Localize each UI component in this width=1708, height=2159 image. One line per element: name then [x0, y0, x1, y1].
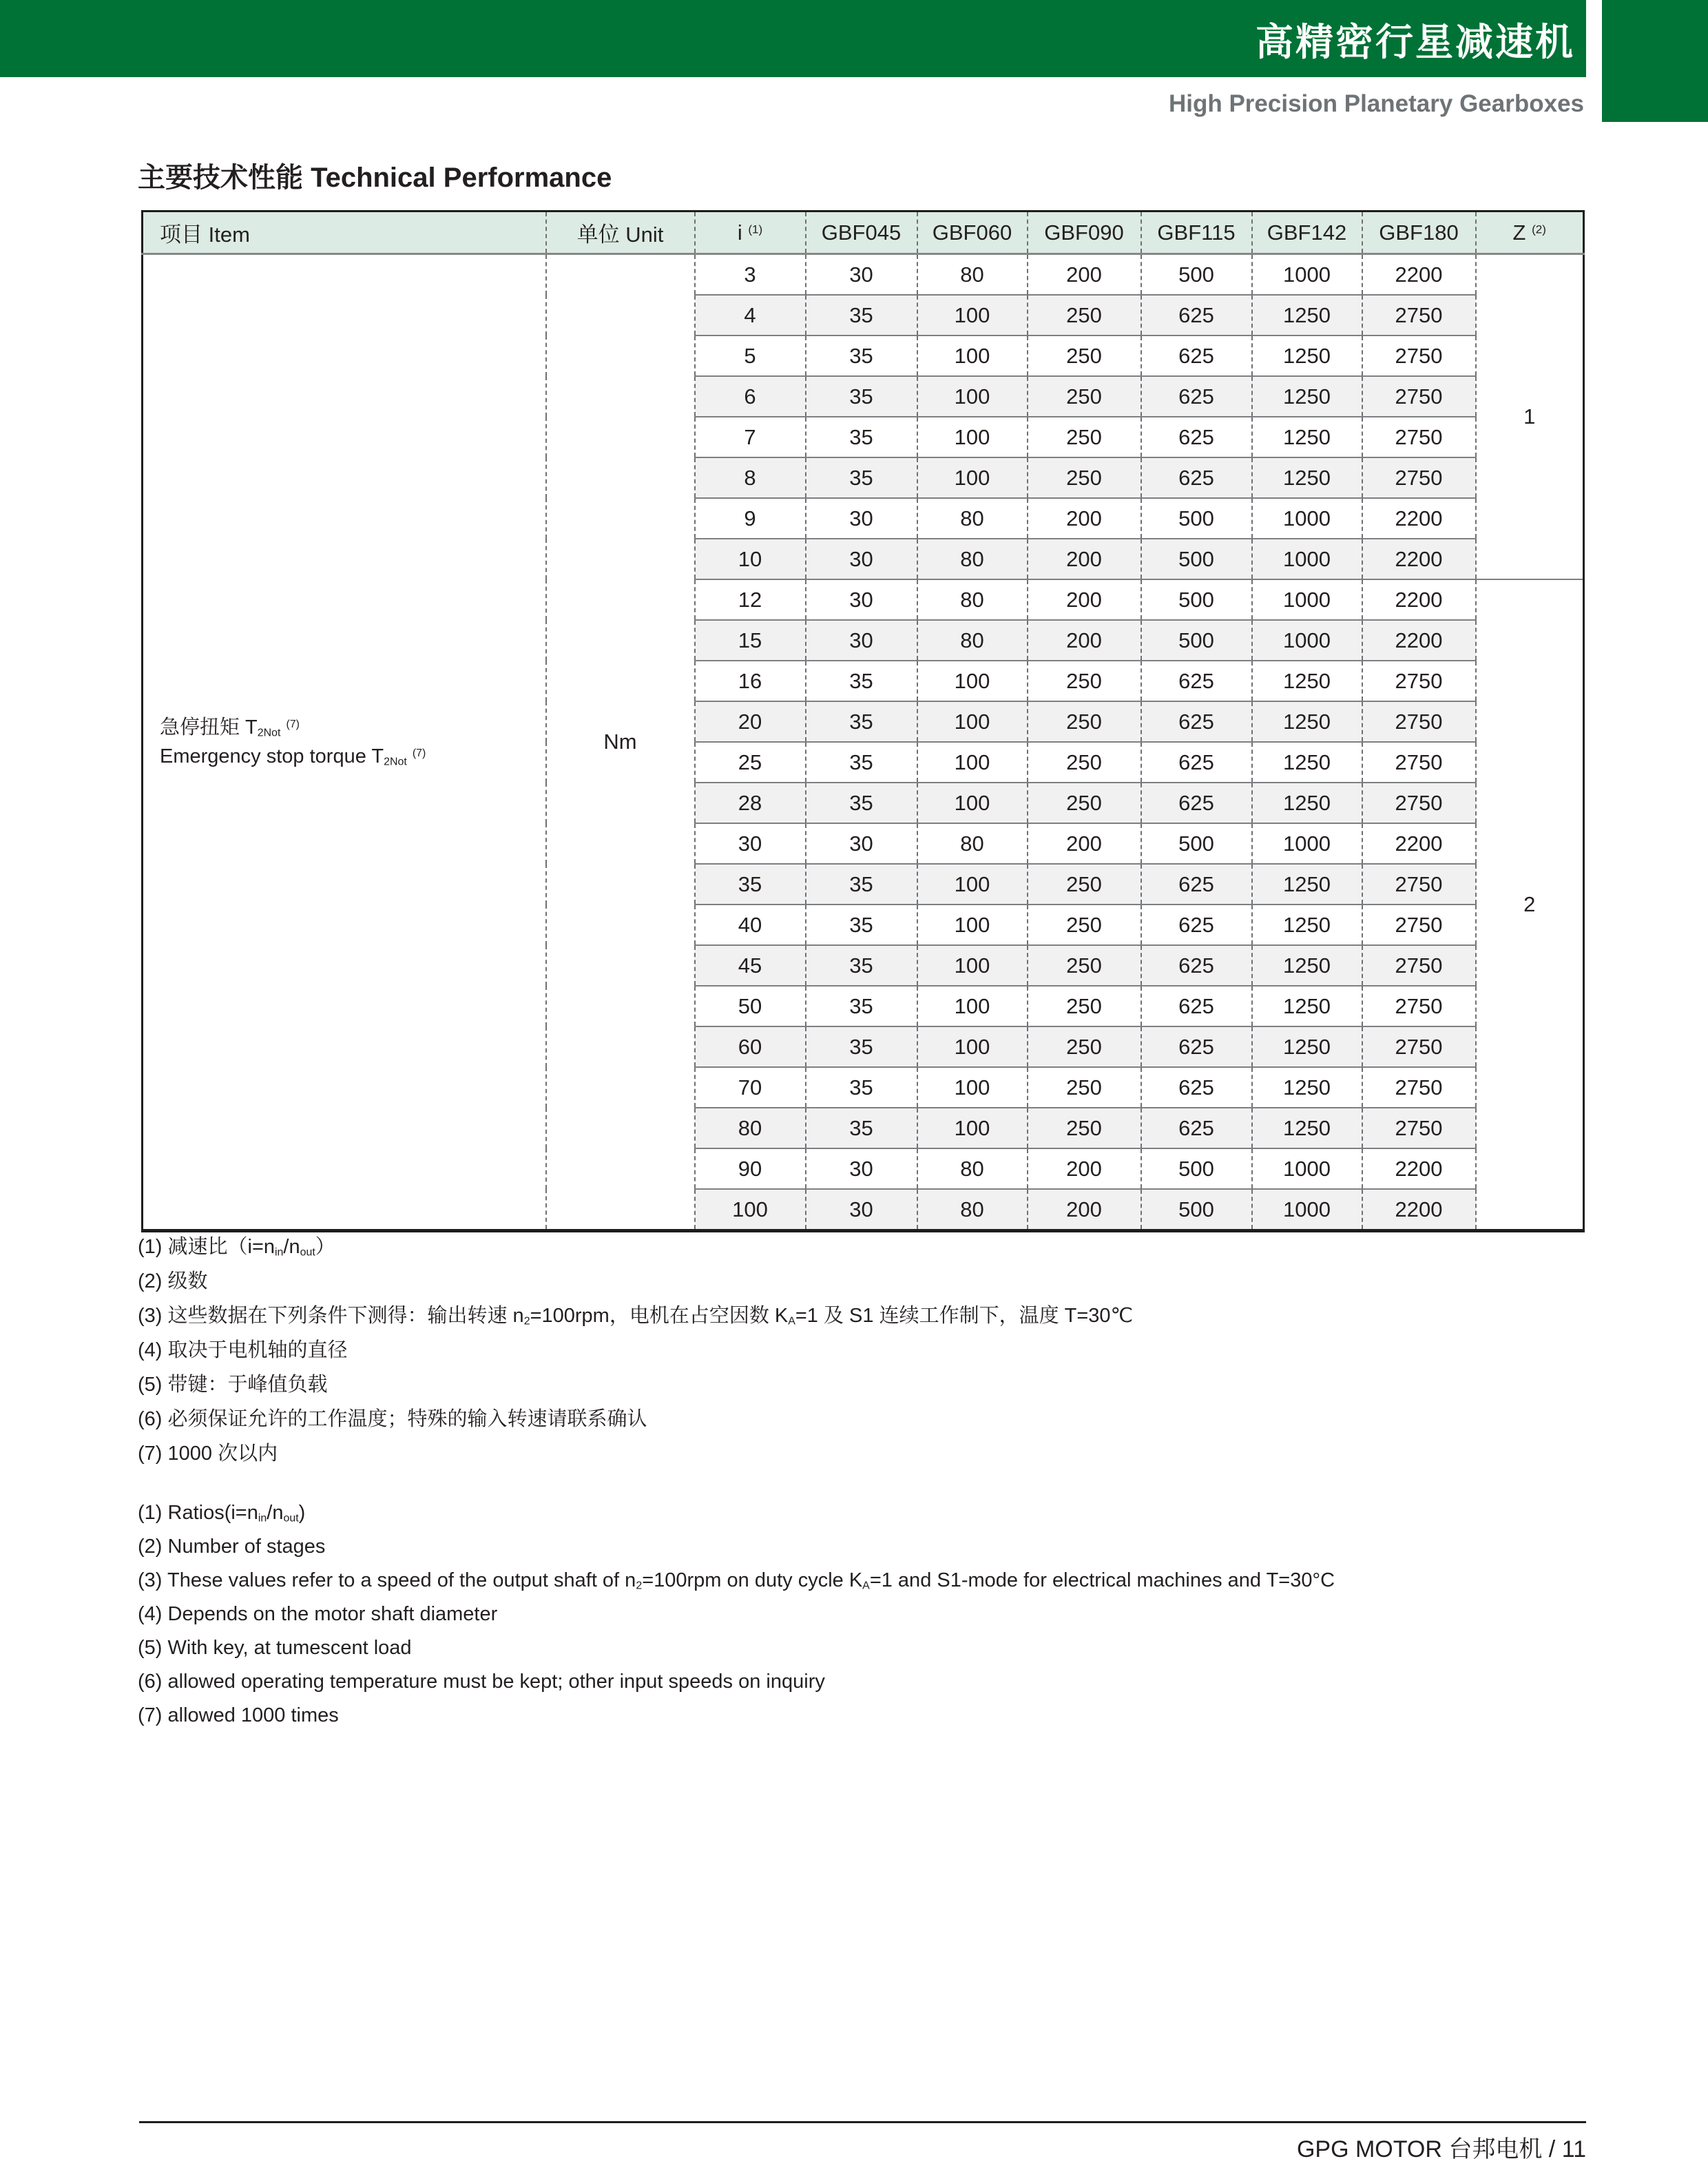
value-cell: 1250: [1252, 1067, 1362, 1108]
ratio-cell: 100: [695, 1189, 806, 1231]
value-cell: 625: [1141, 986, 1252, 1026]
footnote-line: (1) 减速比$(i=n_{in}/n_{out})$: [138, 1236, 335, 1259]
value-cell: 250: [1028, 864, 1141, 905]
value-cell: 2200: [1362, 823, 1476, 864]
unit-cell: Nm: [546, 254, 695, 1231]
value-cell: 1250: [1252, 457, 1362, 498]
value-cell: 1000: [1252, 254, 1362, 296]
table-header-row: [143, 211, 1584, 254]
footnote-line: (2) Number of stages: [138, 1536, 326, 1558]
value-cell: 100: [917, 335, 1028, 376]
value-cell: 35: [806, 945, 917, 986]
value-cell: 80: [917, 620, 1028, 661]
value-cell: 100: [917, 661, 1028, 701]
value-cell: 2200: [1362, 254, 1476, 296]
value-cell: 2200: [1362, 579, 1476, 620]
header-banner: [0, 0, 1586, 77]
value-cell: 1250: [1252, 661, 1362, 701]
value-cell: 80: [917, 539, 1028, 579]
section-title: 主要技术性能 Technical Performance: [138, 163, 612, 193]
ratio-cell: 70: [695, 1067, 806, 1108]
footnote-line: (3) 这些数据在下列条件下测得：输出转速 $n_2=100rpm$，电机在占空因数 $K_A=1$ 及 S1 连续工作制下，温度 T=30℃: [138, 1305, 1134, 1328]
value-cell: 100: [917, 986, 1028, 1026]
column-header: GBF045: [806, 211, 917, 254]
value-cell: 2750: [1362, 905, 1476, 945]
value-cell: 35: [806, 417, 917, 457]
column-header: GBF115: [1141, 211, 1252, 254]
value-cell: 250: [1028, 661, 1141, 701]
value-cell: 1250: [1252, 945, 1362, 986]
value-cell: 2750: [1362, 945, 1476, 986]
ratio-cell: 12: [695, 579, 806, 620]
ratio-cell: 25: [695, 742, 806, 783]
value-cell: 2750: [1362, 295, 1476, 335]
footnote-line: (4) Depends on the motor shaft diameter: [138, 1603, 498, 1625]
footnotes-chinese: [138, 1230, 1133, 1471]
value-cell: 100: [917, 945, 1028, 986]
value-cell: 30: [806, 620, 917, 661]
footnote-line: (2) 级数: [138, 1270, 208, 1292]
value-cell: 250: [1028, 295, 1141, 335]
ratio-cell: 28: [695, 783, 806, 823]
column-header: GBF142: [1252, 211, 1362, 254]
value-cell: 35: [806, 1026, 917, 1067]
value-cell: 80: [917, 498, 1028, 539]
value-cell: 1250: [1252, 905, 1362, 945]
value-cell: 625: [1141, 376, 1252, 417]
value-cell: 100: [917, 701, 1028, 742]
value-cell: 35: [806, 295, 917, 335]
value-cell: 80: [917, 1189, 1028, 1231]
footnote-line: (7) allowed 1000 times: [138, 1704, 339, 1726]
footnote-line: (7) 1000 次以内: [138, 1443, 278, 1465]
value-cell: 100: [917, 376, 1028, 417]
footer-page-label: GPG MOTOR 台邦电机 / 11: [1296, 2136, 1586, 2159]
value-cell: 30: [806, 498, 917, 539]
value-cell: 80: [917, 1148, 1028, 1189]
ratio-cell: 4: [695, 295, 806, 335]
column-header: 项目 Item: [143, 211, 546, 254]
value-cell: 35: [806, 457, 917, 498]
footnote-line: (5) 带键：于峰值负载: [138, 1374, 328, 1396]
value-cell: 200: [1028, 254, 1141, 296]
value-cell: 1250: [1252, 701, 1362, 742]
value-cell: 625: [1141, 701, 1252, 742]
value-cell: 200: [1028, 579, 1141, 620]
ratio-cell: 10: [695, 539, 806, 579]
value-cell: 80: [917, 579, 1028, 620]
value-cell: 2200: [1362, 498, 1476, 539]
ratio-cell: 90: [695, 1148, 806, 1189]
value-cell: 100: [917, 783, 1028, 823]
ratio-cell: 30: [695, 823, 806, 864]
ratio-cell: 50: [695, 986, 806, 1026]
value-cell: 35: [806, 1067, 917, 1108]
value-cell: 1250: [1252, 335, 1362, 376]
value-cell: 2200: [1362, 620, 1476, 661]
value-cell: 250: [1028, 986, 1141, 1026]
value-cell: 2750: [1362, 376, 1476, 417]
value-cell: 2750: [1362, 864, 1476, 905]
column-header: Z $^{(2)}$: [1476, 211, 1584, 254]
value-cell: 625: [1141, 295, 1252, 335]
value-cell: 250: [1028, 742, 1141, 783]
ratio-cell: 7: [695, 417, 806, 457]
column-header: GBF180: [1362, 211, 1476, 254]
value-cell: 250: [1028, 1067, 1141, 1108]
value-cell: 35: [806, 864, 917, 905]
page-title-cn: 高精密行星减速机: [1255, 20, 1575, 63]
value-cell: 1250: [1252, 295, 1362, 335]
value-cell: 100: [917, 417, 1028, 457]
value-cell: 500: [1141, 823, 1252, 864]
value-cell: 100: [917, 864, 1028, 905]
footnote-line: (3) These values refer to a speed of the output shaft of $n_2=100rpm$ on duty cycle $K_A=1$ and S1-mode for electrical machines and T=30°C: [138, 1569, 1335, 1592]
value-cell: 1000: [1252, 823, 1362, 864]
value-cell: 200: [1028, 1189, 1141, 1231]
value-cell: 100: [917, 905, 1028, 945]
ratio-cell: 8: [695, 457, 806, 498]
value-cell: 2750: [1362, 457, 1476, 498]
value-cell: 30: [806, 1189, 917, 1231]
value-cell: 1250: [1252, 986, 1362, 1026]
value-cell: 1000: [1252, 539, 1362, 579]
value-cell: 1250: [1252, 1108, 1362, 1148]
value-cell: 500: [1141, 579, 1252, 620]
ratio-cell: 15: [695, 620, 806, 661]
value-cell: 625: [1141, 1067, 1252, 1108]
value-cell: 625: [1141, 661, 1252, 701]
value-cell: 2750: [1362, 1067, 1476, 1108]
item-cell: 急停扭矩 $T_{2Not}$ $^{(7)}$ Emergency stop torque $T_{2Not}$ $^{(7)}$: [143, 254, 546, 1231]
page-subtitle: High Precision Planetary Gearboxes: [1168, 90, 1584, 117]
value-cell: 625: [1141, 1026, 1252, 1067]
value-cell: 1000: [1252, 620, 1362, 661]
value-cell: 625: [1141, 945, 1252, 986]
value-cell: 2750: [1362, 1026, 1476, 1067]
value-cell: 30: [806, 1148, 917, 1189]
value-cell: 2750: [1362, 417, 1476, 457]
value-cell: 1000: [1252, 1148, 1362, 1189]
value-cell: 1250: [1252, 742, 1362, 783]
value-cell: 35: [806, 701, 917, 742]
table-header: [143, 211, 1584, 254]
value-cell: 35: [806, 661, 917, 701]
ratio-cell: 20: [695, 701, 806, 742]
value-cell: 200: [1028, 539, 1141, 579]
value-cell: 2750: [1362, 783, 1476, 823]
value-cell: 100: [917, 1108, 1028, 1148]
value-cell: 2750: [1362, 661, 1476, 701]
value-cell: 1000: [1252, 579, 1362, 620]
column-header: i $^{(1)}$: [695, 211, 806, 254]
ratio-cell: 45: [695, 945, 806, 986]
value-cell: 200: [1028, 823, 1141, 864]
value-cell: 500: [1141, 254, 1252, 296]
value-cell: 250: [1028, 1026, 1141, 1067]
value-cell: 2750: [1362, 742, 1476, 783]
value-cell: 250: [1028, 1108, 1141, 1148]
value-cell: 625: [1141, 457, 1252, 498]
value-cell: 200: [1028, 1148, 1141, 1189]
value-cell: 1250: [1252, 417, 1362, 457]
footnote-line: (6) 必须保证允许的工作温度；特殊的输入转速请联系确认: [138, 1408, 647, 1430]
ratio-cell: 5: [695, 335, 806, 376]
value-cell: 625: [1141, 783, 1252, 823]
table-row: [143, 254, 1584, 296]
value-cell: 35: [806, 376, 917, 417]
value-cell: 100: [917, 1067, 1028, 1108]
value-cell: 625: [1141, 742, 1252, 783]
value-cell: 250: [1028, 417, 1141, 457]
footer-rule: [139, 2121, 1586, 2123]
value-cell: 250: [1028, 376, 1141, 417]
value-cell: 2750: [1362, 701, 1476, 742]
value-cell: 500: [1141, 498, 1252, 539]
footnote-line: (1) $Ratios(i=n_{in}/n_{out})$: [138, 1502, 306, 1525]
header-corner-block: [1602, 0, 1708, 122]
technical-performance-table: [141, 210, 1585, 1232]
column-header: GBF060: [917, 211, 1028, 254]
value-cell: 200: [1028, 498, 1141, 539]
value-cell: 35: [806, 742, 917, 783]
value-cell: 35: [806, 783, 917, 823]
footnote-line: (5) With key, at tumescent load: [138, 1637, 412, 1659]
value-cell: 250: [1028, 905, 1141, 945]
value-cell: 35: [806, 335, 917, 376]
value-cell: 500: [1141, 539, 1252, 579]
value-cell: 100: [917, 742, 1028, 783]
value-cell: 30: [806, 254, 917, 296]
value-cell: 625: [1141, 864, 1252, 905]
value-cell: 250: [1028, 701, 1141, 742]
value-cell: 80: [917, 254, 1028, 296]
value-cell: 30: [806, 539, 917, 579]
value-cell: 1250: [1252, 376, 1362, 417]
value-cell: 35: [806, 905, 917, 945]
value-cell: 2200: [1362, 1148, 1476, 1189]
value-cell: 625: [1141, 417, 1252, 457]
value-cell: 1250: [1252, 864, 1362, 905]
value-cell: 2750: [1362, 986, 1476, 1026]
value-cell: 500: [1141, 1189, 1252, 1231]
value-cell: 625: [1141, 1108, 1252, 1148]
value-cell: 250: [1028, 945, 1141, 986]
value-cell: 625: [1141, 335, 1252, 376]
value-cell: 250: [1028, 783, 1141, 823]
column-header: GBF090: [1028, 211, 1141, 254]
footnotes-english: [138, 1496, 1335, 1733]
value-cell: 100: [917, 295, 1028, 335]
z-stage-cell: 1: [1476, 254, 1584, 580]
value-cell: 200: [1028, 620, 1141, 661]
value-cell: 80: [917, 823, 1028, 864]
footnote-line: (6) allowed operating temperature must be kept; other input speeds on inquiry: [138, 1671, 825, 1693]
z-stage-cell: 2: [1476, 579, 1584, 1231]
ratio-cell: 6: [695, 376, 806, 417]
column-header: 单位 Unit: [546, 211, 695, 254]
table-body: [143, 254, 1584, 1231]
ratio-cell: 3: [695, 254, 806, 296]
value-cell: 2750: [1362, 1108, 1476, 1148]
value-cell: 500: [1141, 1148, 1252, 1189]
ratio-cell: 60: [695, 1026, 806, 1067]
value-cell: 500: [1141, 620, 1252, 661]
ratio-cell: 35: [695, 864, 806, 905]
value-cell: 35: [806, 1108, 917, 1148]
ratio-cell: 80: [695, 1108, 806, 1148]
value-cell: 30: [806, 823, 917, 864]
value-cell: 30: [806, 579, 917, 620]
value-cell: 100: [917, 1026, 1028, 1067]
value-cell: 1250: [1252, 783, 1362, 823]
value-cell: 250: [1028, 335, 1141, 376]
value-cell: 625: [1141, 905, 1252, 945]
footnote-line: (4) 取决于电机轴的直径: [138, 1339, 348, 1361]
ratio-cell: 40: [695, 905, 806, 945]
value-cell: 35: [806, 986, 917, 1026]
value-cell: 2200: [1362, 1189, 1476, 1231]
value-cell: 2200: [1362, 539, 1476, 579]
value-cell: 1000: [1252, 1189, 1362, 1231]
value-cell: 250: [1028, 457, 1141, 498]
value-cell: 100: [917, 457, 1028, 498]
ratio-cell: 16: [695, 661, 806, 701]
value-cell: 2750: [1362, 335, 1476, 376]
value-cell: 1250: [1252, 1026, 1362, 1067]
value-cell: 1000: [1252, 498, 1362, 539]
ratio-cell: 9: [695, 498, 806, 539]
